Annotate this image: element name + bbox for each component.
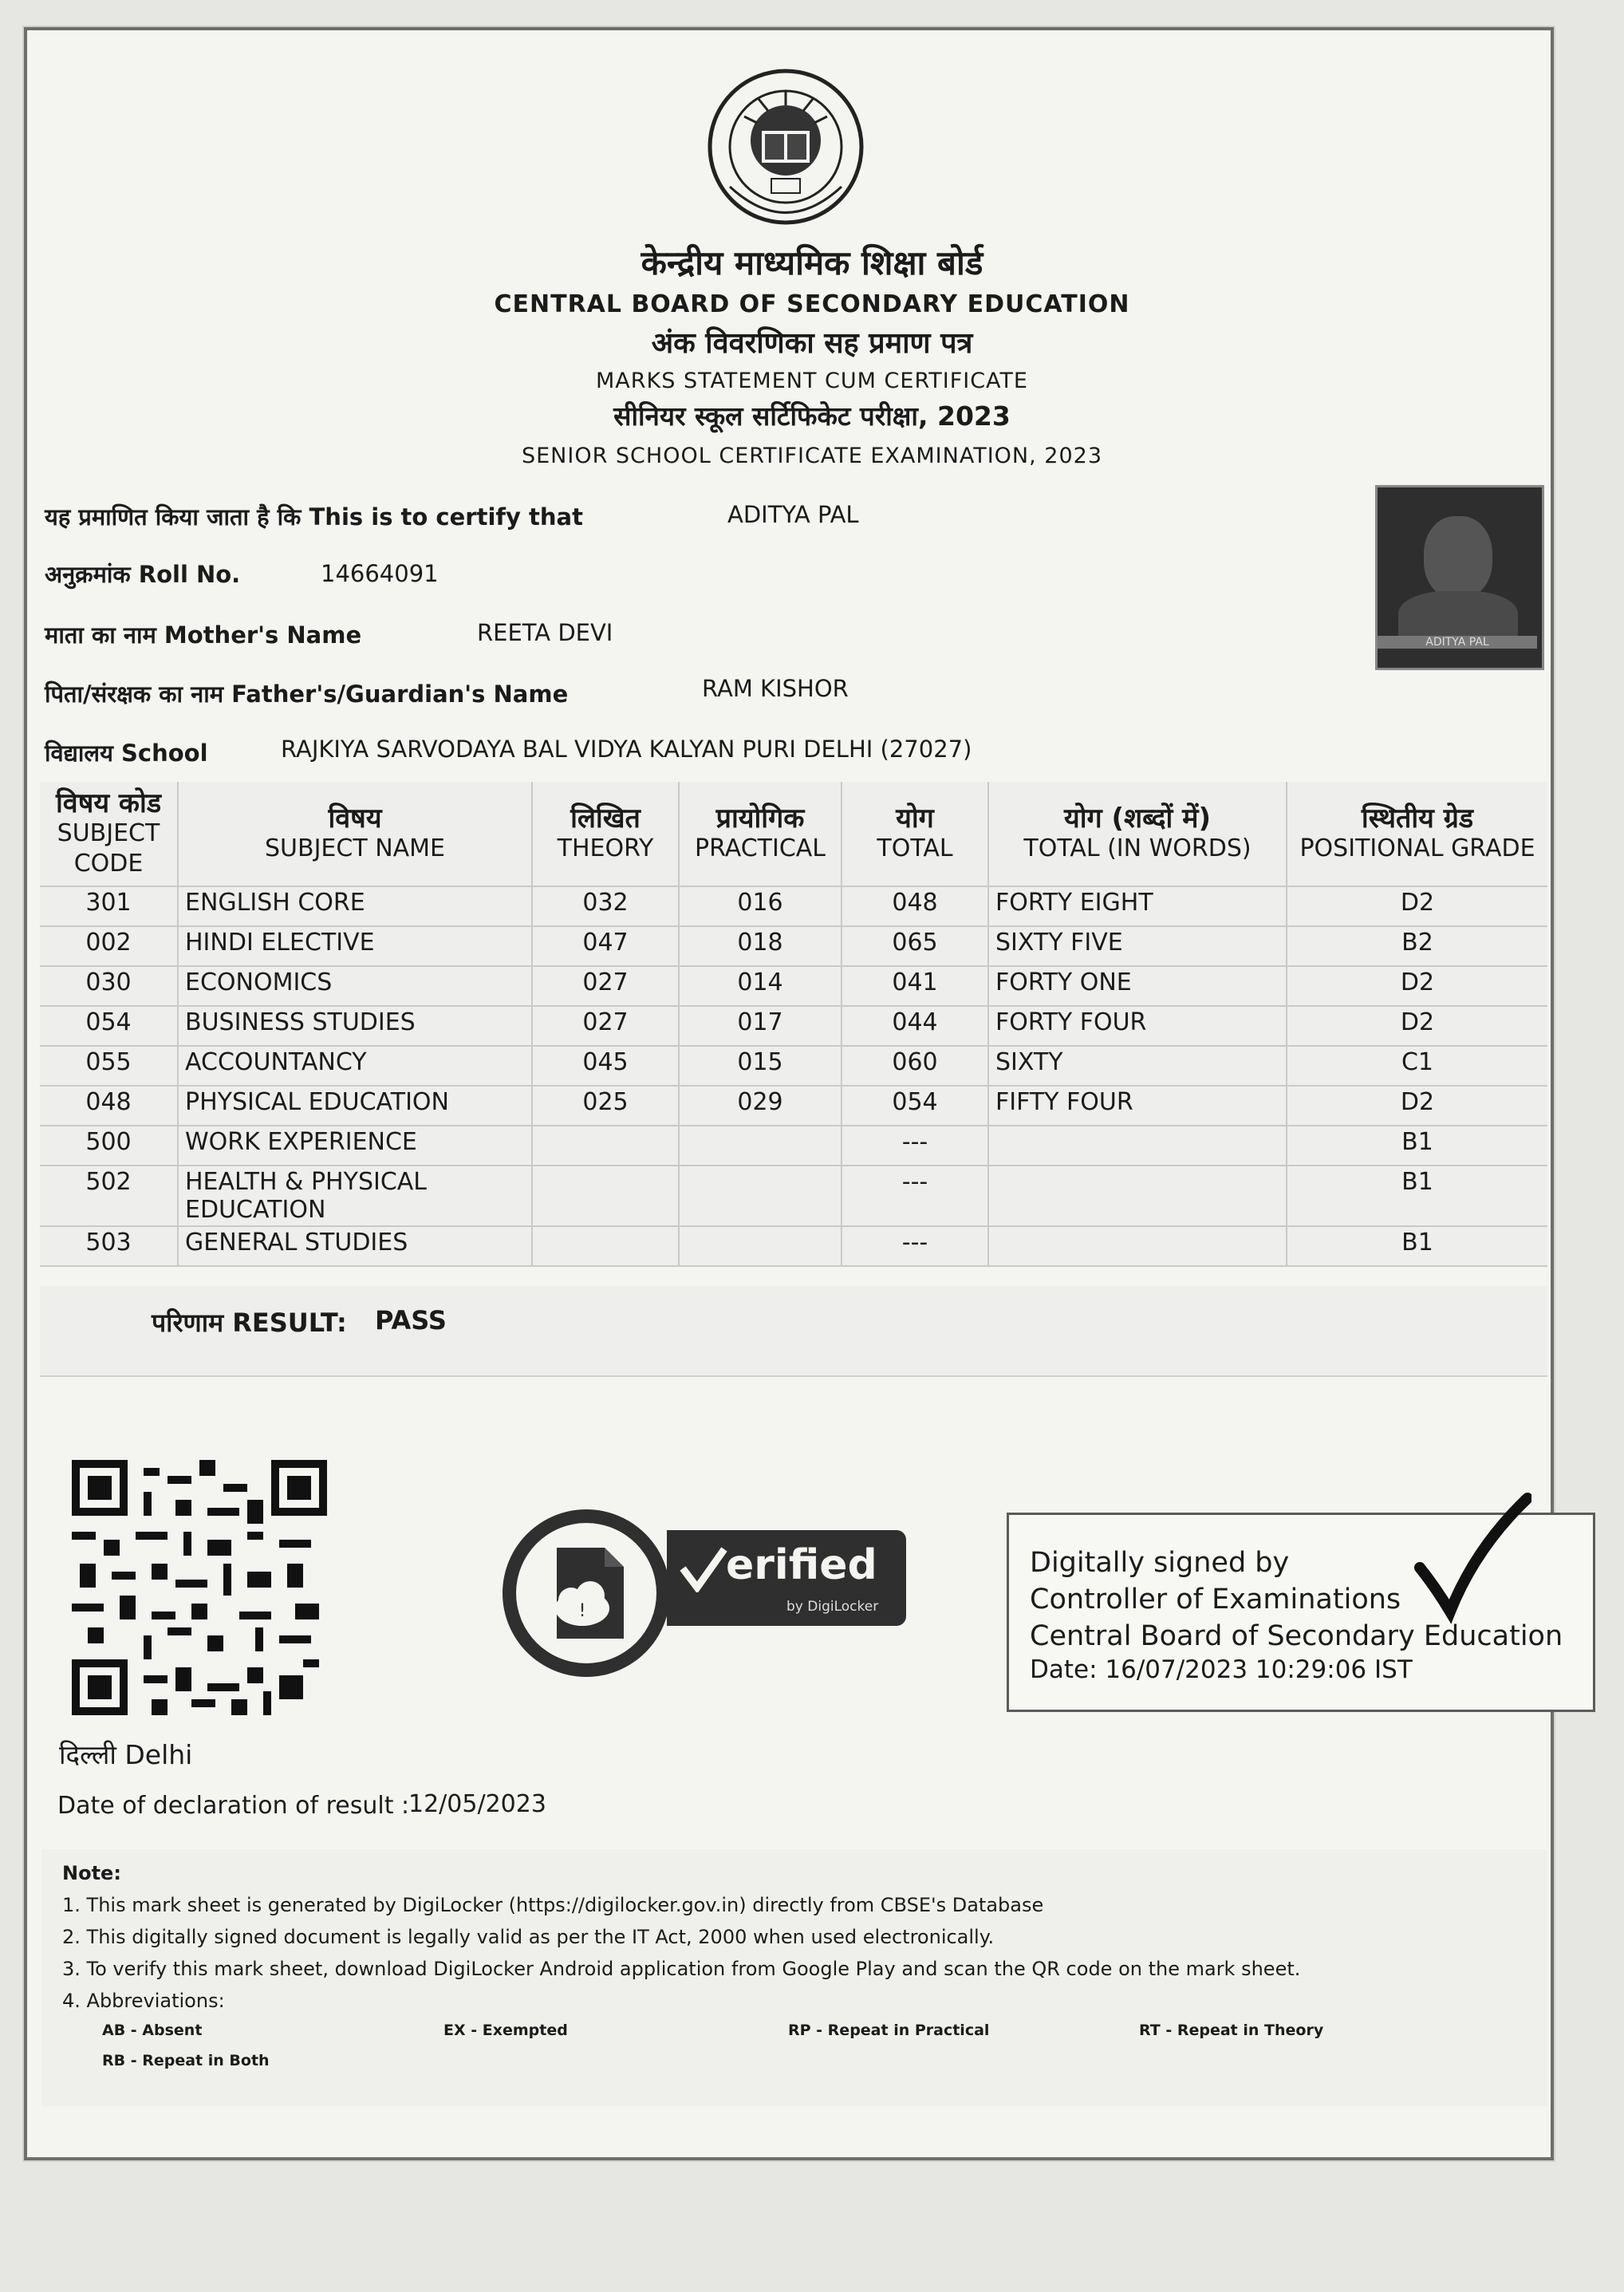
cell-practical: 016 bbox=[679, 886, 842, 926]
cell-grade: B2 bbox=[1287, 926, 1547, 966]
student-photo bbox=[1375, 485, 1544, 670]
note-item: 4. Abbreviations: bbox=[62, 1990, 225, 2012]
header-positional-grade: स्थितीय ग्रेड POSITIONAL GRADE bbox=[1287, 782, 1547, 886]
cell-total-words bbox=[988, 1166, 1287, 1226]
cell-theory: 027 bbox=[532, 1006, 679, 1046]
cell-grade: C1 bbox=[1287, 1046, 1547, 1086]
cell-theory: 032 bbox=[532, 886, 679, 926]
cell-practical: 018 bbox=[679, 926, 842, 966]
declaration-date: 12/05/2023 bbox=[408, 1790, 546, 1818]
verified-text: erified bbox=[726, 1541, 877, 1589]
cell-practical bbox=[679, 1226, 842, 1266]
notes-title: Note: bbox=[62, 1862, 121, 1884]
school-name: RAJKIYA SARVODAYA BAL VIDYA KALYAN PURI DELHI (27027) bbox=[281, 736, 972, 763]
table-row bbox=[40, 886, 1547, 926]
cell-total: 044 bbox=[842, 1006, 988, 1046]
abbreviation-item: RB - Repeat in Both bbox=[102, 2052, 270, 2069]
marks-table bbox=[40, 782, 1547, 1267]
cell-total: 060 bbox=[842, 1046, 988, 1086]
exam-title-hindi: सीनियर स्कूल सर्टिफिकेट परीक्षा, 2023 bbox=[613, 400, 1011, 432]
cell-practical bbox=[679, 1166, 842, 1226]
note-item: 1. This mark sheet is generated by DigiLocker (https://digilocker.gov.in) directly from CBSE's Database bbox=[62, 1894, 1044, 1916]
roll-number: 14664091 bbox=[321, 560, 439, 587]
board-name-hindi: केन्द्रीय माध्यमिक शिक्षा बोर्ड bbox=[641, 243, 983, 282]
abbreviation-item: AB - Absent bbox=[102, 2022, 203, 2039]
mother-name: REETA DEVI bbox=[477, 619, 613, 646]
cell-grade: D2 bbox=[1287, 966, 1547, 1006]
mother-label: माता का नाम Mother's Name bbox=[45, 621, 362, 649]
cell-total: 048 bbox=[842, 886, 988, 926]
school-label: विद्यालय School bbox=[45, 740, 208, 767]
cell-code: 301 bbox=[40, 886, 178, 926]
table-row bbox=[40, 1046, 1547, 1086]
cell-grade: B1 bbox=[1287, 1166, 1547, 1226]
note-item: 3. To verify this mark sheet, download DigiLocker Android application from Google Play and scan the QR code on the mark sheet. bbox=[62, 1958, 1301, 1980]
cell-total-words: SIXTY FIVE bbox=[988, 926, 1287, 966]
student-name: ADITYA PAL bbox=[727, 501, 859, 528]
cell-code: 048 bbox=[40, 1086, 178, 1126]
svg-text:!: ! bbox=[578, 1601, 586, 1621]
header-theory: लिखित THEORY bbox=[532, 782, 679, 886]
signature-line-2: Controller of Examinations bbox=[1030, 1584, 1401, 1615]
exam-title-english: SENIOR SCHOOL CERTIFICATE EXAMINATION, 2023 bbox=[521, 444, 1103, 468]
result-value: PASS bbox=[375, 1305, 447, 1335]
cell-theory bbox=[532, 1226, 679, 1266]
cell-theory bbox=[532, 1126, 679, 1166]
cell-total-words: FORTY ONE bbox=[988, 966, 1287, 1006]
verified-subtext: by DigiLocker bbox=[786, 1599, 879, 1615]
cell-grade: D2 bbox=[1287, 1086, 1547, 1126]
doc-title-hindi: अंक विवरणिका सह प्रमाण पत्र bbox=[651, 327, 973, 360]
board-name-english: CENTRAL BOARD OF SECONDARY EDUCATION bbox=[494, 290, 1130, 318]
roll-label: अनुक्रमांक Roll No. bbox=[45, 561, 241, 588]
result-band bbox=[40, 1286, 1547, 1377]
cell-code: 054 bbox=[40, 1006, 178, 1046]
cell-total-words bbox=[988, 1126, 1287, 1166]
cell-total-words: FORTY FOUR bbox=[988, 1006, 1287, 1046]
cell-subject: PHYSICAL EDUCATION bbox=[178, 1086, 532, 1126]
cell-subject: ECONOMICS bbox=[178, 966, 532, 1006]
cell-code: 500 bbox=[40, 1126, 178, 1166]
checkmark-icon bbox=[680, 1544, 727, 1592]
table-row bbox=[40, 1006, 1547, 1046]
verified-badge bbox=[499, 1506, 914, 1680]
cell-total: 041 bbox=[842, 966, 988, 1006]
cell-total-words bbox=[988, 1226, 1287, 1266]
cell-grade: D2 bbox=[1287, 886, 1547, 926]
cell-subject: ENGLISH CORE bbox=[178, 886, 532, 926]
signature-line-3: Central Board of Secondary Education bbox=[1030, 1620, 1563, 1652]
notes-section bbox=[41, 1849, 1547, 2106]
cell-code: 055 bbox=[40, 1046, 178, 1086]
table-row bbox=[40, 1226, 1547, 1266]
cell-subject: HEALTH & PHYSICAL EDUCATION bbox=[178, 1166, 532, 1226]
table-row bbox=[40, 966, 1547, 1006]
cell-grade: B1 bbox=[1287, 1126, 1547, 1166]
cell-practical: 017 bbox=[679, 1006, 842, 1046]
result-label: परिणाम RESULT: bbox=[152, 1308, 347, 1338]
cell-grade: B1 bbox=[1287, 1226, 1547, 1266]
table-row bbox=[40, 926, 1547, 966]
photo-caption: ADITYA PAL bbox=[1378, 636, 1537, 649]
header-subject-name: विषय SUBJECT NAME bbox=[178, 782, 532, 886]
doc-title-english: MARKS STATEMENT CUM CERTIFICATE bbox=[596, 369, 1028, 393]
note-item: 2. This digitally signed document is legally valid as per the IT Act, 2000 when used electronically. bbox=[62, 1926, 995, 1948]
cell-code: 002 bbox=[40, 926, 178, 966]
cell-code: 030 bbox=[40, 966, 178, 1006]
cell-grade: D2 bbox=[1287, 1006, 1547, 1046]
table-row bbox=[40, 1166, 1547, 1226]
cell-practical: 014 bbox=[679, 966, 842, 1006]
cell-theory: 027 bbox=[532, 966, 679, 1006]
cell-subject: GENERAL STUDIES bbox=[178, 1226, 532, 1266]
father-name: RAM KISHOR bbox=[702, 675, 849, 702]
table-row bbox=[40, 1126, 1547, 1166]
table-header-row bbox=[40, 782, 1547, 886]
header-subject-code: विषय कोड SUBJECT CODE bbox=[40, 782, 178, 886]
father-label: पिता/संरक्षक का नाम Father's/Guardian's Name bbox=[45, 680, 569, 708]
cell-code: 502 bbox=[40, 1166, 178, 1226]
cell-total: --- bbox=[842, 1166, 988, 1226]
cell-total-words: FORTY EIGHT bbox=[988, 886, 1287, 926]
certify-label: यह प्रमाणित किया जाता है कि This is to certify that bbox=[45, 503, 583, 531]
cell-theory: 025 bbox=[532, 1086, 679, 1126]
cell-total: --- bbox=[842, 1226, 988, 1266]
cell-subject: ACCOUNTANCY bbox=[178, 1046, 532, 1086]
cell-code: 503 bbox=[40, 1226, 178, 1266]
cell-total: --- bbox=[842, 1126, 988, 1166]
cell-subject: BUSINESS STUDIES bbox=[178, 1006, 532, 1046]
abbreviation-item: RT - Repeat in Theory bbox=[1139, 2022, 1324, 2039]
cell-theory bbox=[532, 1166, 679, 1226]
table-row bbox=[40, 1086, 1547, 1126]
signature-check-icon bbox=[1412, 1492, 1531, 1627]
header-total: योग TOTAL bbox=[842, 782, 988, 886]
cell-practical bbox=[679, 1126, 842, 1166]
declaration-label: Date of declaration of result : bbox=[57, 1792, 410, 1820]
place: दिल्ली Delhi bbox=[59, 1739, 193, 1770]
cell-total: 065 bbox=[842, 926, 988, 966]
abbreviation-item: RP - Repeat in Practical bbox=[788, 2022, 990, 2039]
cell-subject: HINDI ELECTIVE bbox=[178, 926, 532, 966]
signature-line-4: Date: 16/07/2023 10:29:06 IST bbox=[1030, 1655, 1413, 1684]
cell-total: 054 bbox=[842, 1086, 988, 1126]
cell-practical: 015 bbox=[679, 1046, 842, 1086]
cbse-logo-icon bbox=[706, 67, 865, 235]
cell-total-words: SIXTY bbox=[988, 1046, 1287, 1086]
signature-line-1: Digitally signed by bbox=[1030, 1547, 1290, 1579]
cell-theory: 047 bbox=[532, 926, 679, 966]
cell-practical: 029 bbox=[679, 1086, 842, 1126]
qr-code-icon bbox=[72, 1460, 327, 1715]
cell-subject: WORK EXPERIENCE bbox=[178, 1126, 532, 1166]
verified-banner bbox=[667, 1530, 906, 1626]
cell-theory: 045 bbox=[532, 1046, 679, 1086]
cell-total-words: FIFTY FOUR bbox=[988, 1086, 1287, 1126]
document-cloud-icon bbox=[499, 1506, 691, 1680]
header-total-in-words: योग (शब्दों में) TOTAL (IN WORDS) bbox=[988, 782, 1287, 886]
abbreviation-item: EX - Exempted bbox=[443, 2022, 568, 2039]
header-practical: प्रायोगिक PRACTICAL bbox=[679, 782, 842, 886]
